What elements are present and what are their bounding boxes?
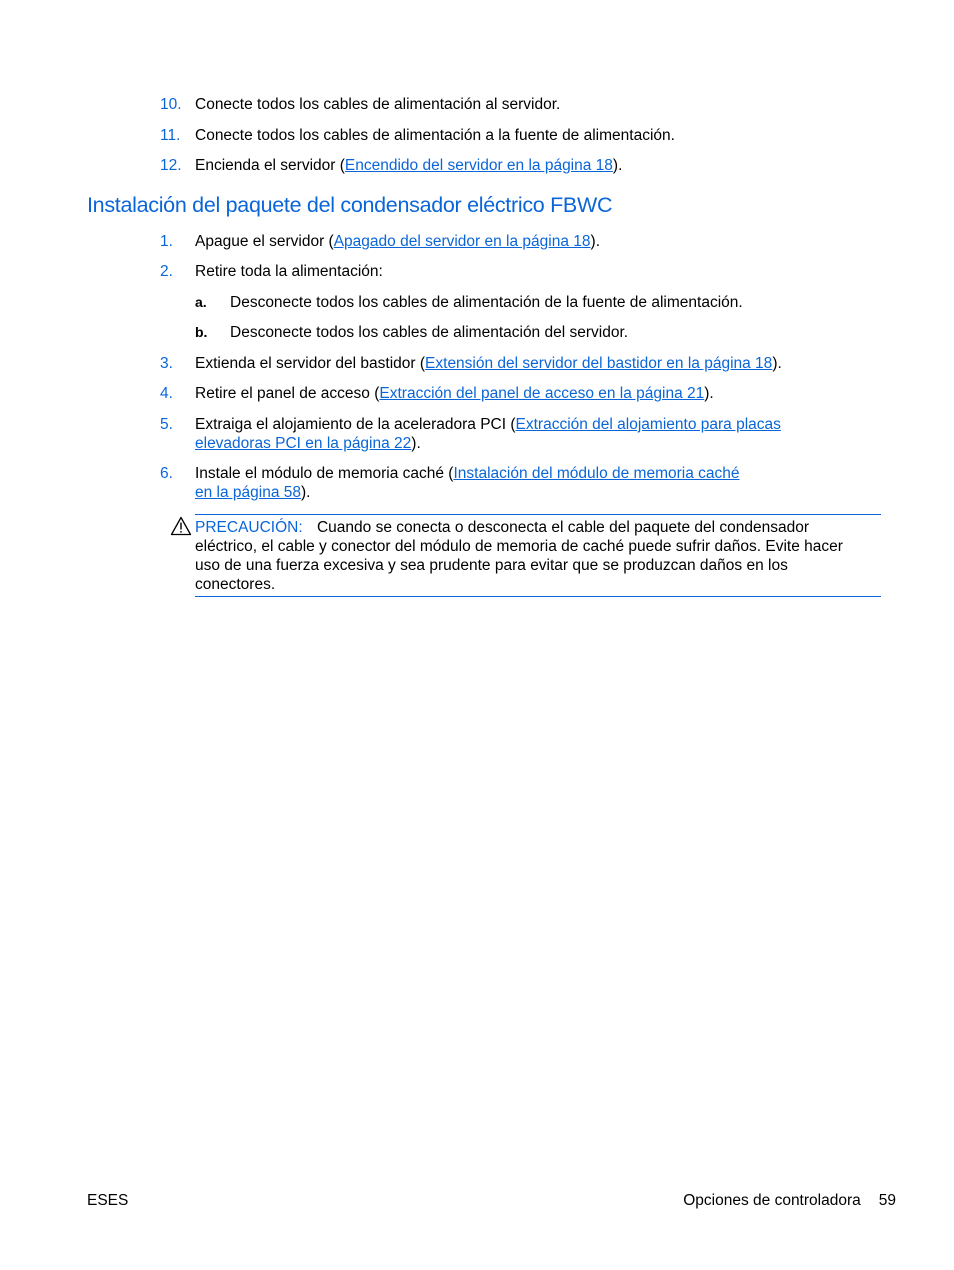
link-extraccion-alojamiento[interactable]: Extracción del alojamiento para placas xyxy=(515,416,781,433)
step-text-post: ). xyxy=(612,157,623,174)
step-number: 3. xyxy=(160,355,173,372)
step-number: 12. xyxy=(160,157,182,174)
step-text-post: ). xyxy=(772,355,782,372)
step-text: Conecte todos los cables de alimentación al servidor. xyxy=(195,96,561,113)
link-extraccion-alojamiento-cont[interactable]: elevadoras PCI en la página 22 xyxy=(195,435,412,452)
step-text-pre: Apague el servidor ( xyxy=(195,233,334,250)
step-text xyxy=(195,415,875,453)
step-text xyxy=(195,354,875,373)
substep-letter: a. xyxy=(195,294,207,310)
footer-right xyxy=(683,1191,896,1210)
step-text xyxy=(195,232,875,251)
warning-triangle-icon xyxy=(170,516,192,536)
step-text: Retire toda la alimentación: xyxy=(195,263,383,280)
step-number: 11. xyxy=(160,127,181,144)
caution-box xyxy=(195,514,881,597)
link-extraccion-panel[interactable]: Extracción del panel de acceso en la página 21 xyxy=(379,385,705,402)
link-extension-servidor[interactable]: Extensión del servidor del bastidor en la página 18 xyxy=(425,355,773,372)
step-text-post: ). xyxy=(704,385,714,402)
step-text xyxy=(195,156,875,175)
footer-section-title: Opciones de controladora xyxy=(683,1192,861,1209)
caution-line: Cuando se conecta o desconecta el cable del paquete del condensador xyxy=(316,519,810,536)
step-text: Conecte todos los cables de alimentación a la fuente de alimentación. xyxy=(195,127,675,144)
step-text-pre: Extienda el servidor del bastidor ( xyxy=(195,355,426,372)
step-text xyxy=(195,384,875,403)
step-text-pre: Extraiga el alojamiento de la aceleradora PCI ( xyxy=(195,416,516,433)
step-text-post: ). xyxy=(411,435,421,452)
caution-text xyxy=(195,518,875,594)
step-text-post: ). xyxy=(590,233,600,250)
step-number: 4. xyxy=(160,385,173,402)
substep-letter: b. xyxy=(195,324,208,340)
link-apagado-servidor[interactable]: Apagado del servidor en la página 18 xyxy=(333,233,591,250)
caution-line: uso de una fuerza excesiva y sea prudente para evitar que se produzcan daños en los xyxy=(195,557,788,574)
link-instalacion-modulo-cont[interactable]: en la página 58 xyxy=(195,484,302,501)
step-number: 5. xyxy=(160,416,173,433)
step-text xyxy=(195,464,875,502)
caution-label: PRECAUCIÓN: xyxy=(195,519,303,536)
caution-line: eléctrico, el cable y conector del módulo de memoria de caché puede sufrir daños. Evite hacer xyxy=(195,538,843,555)
step-text-post: ). xyxy=(301,484,311,501)
step-number: 2. xyxy=(160,263,173,280)
step-text-pre: Retire el panel de acceso ( xyxy=(195,385,380,402)
step-number: 6. xyxy=(160,465,173,482)
step-text-pre: Encienda el servidor ( xyxy=(195,157,345,174)
caution-line: conectores. xyxy=(195,576,276,593)
link-encendido-servidor[interactable]: Encendido del servidor en la página 18 xyxy=(344,157,613,174)
step-text-pre: Instale el módulo de memoria caché ( xyxy=(195,465,454,482)
section-heading: Instalación del paquete del condensador eléctrico FBWC xyxy=(87,193,613,217)
page-number: 59 xyxy=(878,1192,896,1209)
footer-locale: ESES xyxy=(87,1192,129,1209)
substep-text: Desconecte todos los cables de alimentación del servidor. xyxy=(230,324,629,341)
substep-text: Desconecte todos los cables de alimentación de la fuente de alimentación. xyxy=(230,294,743,311)
link-instalacion-modulo[interactable]: Instalación del módulo de memoria caché xyxy=(453,465,740,482)
step-number: 1. xyxy=(160,233,173,250)
step-number: 10. xyxy=(160,96,182,113)
